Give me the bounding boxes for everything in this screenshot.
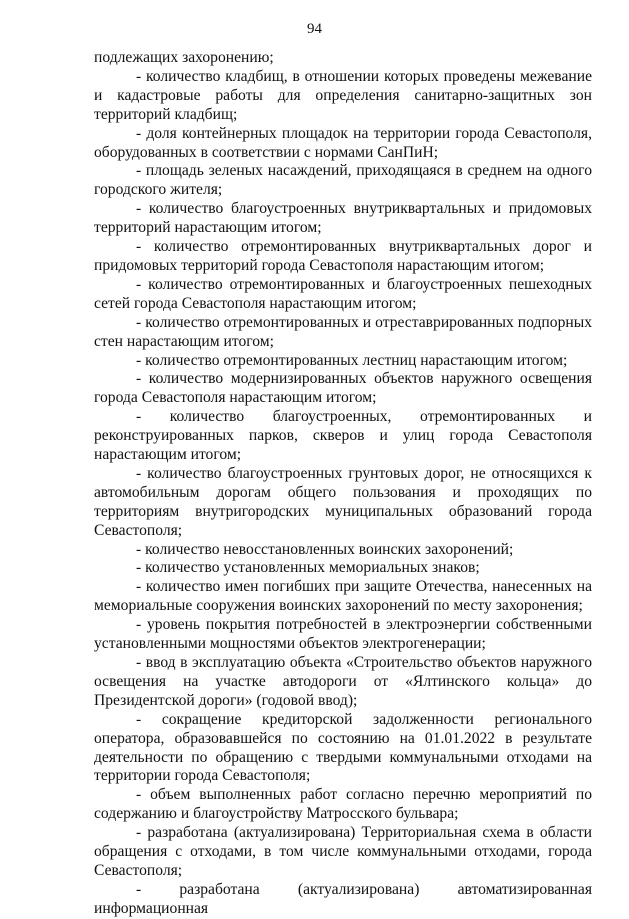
list-item: - количество отремонтированных лестниц нарастающим итогом; — [136, 351, 568, 369]
page-number: 94 — [307, 21, 322, 37]
list-item: - доля контейнерных площадок на территории города Севастополя, оборудованных в соответствии с нормами СанПиН; — [94, 124, 592, 161]
list-item: - разработана (актуализирована) Территориальная схема в области обращения с отходами, в том числе коммунальными отходами, города Севастополя; — [94, 824, 592, 879]
list-item: - количество благоустроенных грунтовых дорог, не относящихся к автомобильным дорогам общего пользования и проходящих по территориям внутригородских муниципальных образований города Севастополя; — [94, 464, 592, 539]
list-item: - количество благоустроенных внутриквартальных и придомовых территорий нарастающим итогом; — [94, 200, 592, 237]
list-item: - разработана (актуализирована) автоматизированная информационная — [94, 880, 592, 917]
list-item: - количество невосстановленных воинских захоронений; — [136, 540, 514, 558]
continuation-paragraph: подлежащих захоронению; — [94, 49, 274, 66]
list-item: - количество отремонтированных внутриквартальных дорог и придомовых территорий города Севастополя нарастающим итогом; — [94, 238, 592, 274]
list-item: - объем выполненных работ согласно перечню мероприятий по содержанию и благоустройству Матросского бульвара; — [94, 786, 592, 823]
list-item: - сокращение кредиторской задолженности регионального оператора, образовавшейся по состоянию на 01.01.2022 в результате деятельности по обращению с твердыми коммунальными отходами на территории города Севастополя; — [94, 710, 592, 785]
list-item: - количество благоустроенных, отремонтированных и реконструированных парков, скверов и улиц города Севастополя нарастающим итогом; — [94, 408, 592, 464]
list-item: - количество установленных мемориальных знаков; — [136, 559, 480, 577]
list-item: - количество отремонтированных и благоустроенных пешеходных сетей города Севастополя нарастающим итогом; — [94, 275, 592, 312]
list-item: - количество модернизированных объектов наружного освещения города Севастополя нарастающим итогом; — [94, 370, 592, 407]
list-item: - ввод в эксплуатацию объекта «Строительство объектов наружного освещения на участке автодороги от «Ялтинского кольца» до Президентской дороги» (годовой ввод); — [94, 654, 592, 709]
document-body — [94, 49, 592, 919]
list-item: - количество кладбищ, в отношении которых проведены межевание и кадастровые работы для определения санитарно-защитных зон территорий кладбищ; — [94, 67, 592, 123]
list-item: - площадь зеленых насаждений, приходящаяся в среднем на одного городского жителя; — [94, 162, 592, 199]
list-item: - количество отремонтированных и отреставрированных подпорных стен нарастающим итогом; — [94, 313, 592, 350]
list-item: - количество имен погибших при защите Отечества, нанесенных на мемориальные сооружения воинских захоронений по месту захоронения; — [94, 578, 592, 615]
list-item: - уровень покрытия потребностей в электроэнергии собственными установленными мощностями объектов электрогенерации; — [94, 616, 592, 653]
